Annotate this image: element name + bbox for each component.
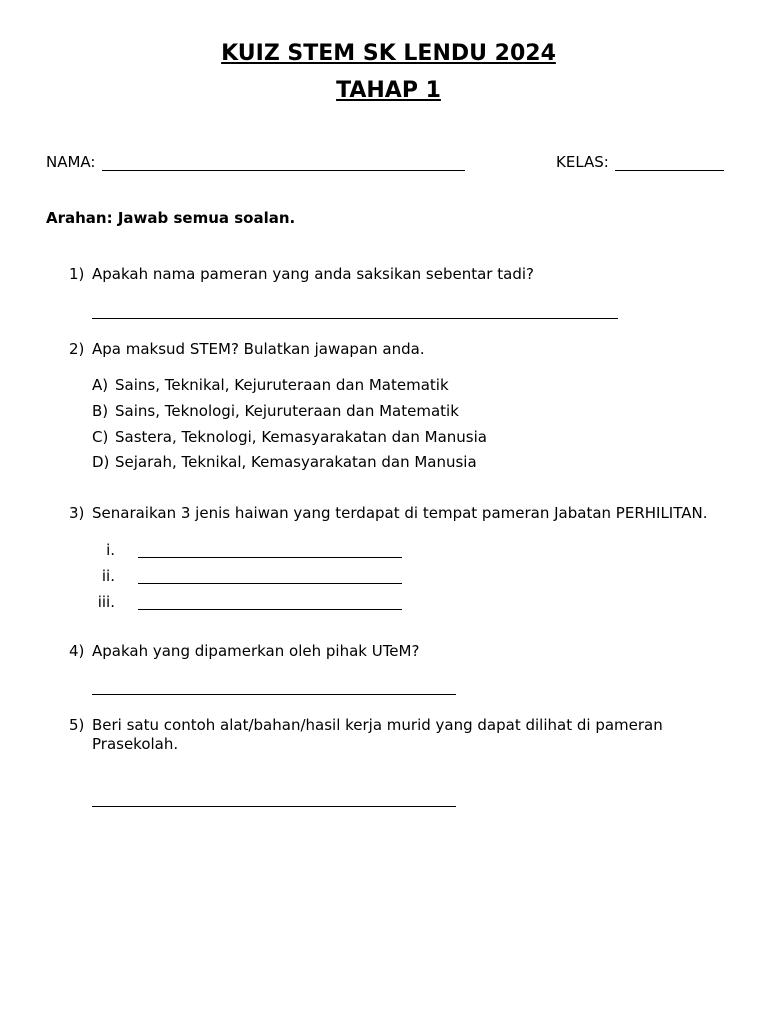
list-item-numeral: ii. [101, 567, 115, 585]
question-number: 5) [69, 716, 85, 734]
page-title: KUIZ STEM SK LENDU 2024 [221, 41, 556, 66]
name-label: NAMA: [46, 153, 96, 171]
question-text-line-1: Beri satu contoh alat/bahan/hasil kerja murid yang dapat dilihat di pameran [92, 716, 663, 734]
option-text: Sejarah, Teknikal, Kemasyarakatan dan Manusia [115, 453, 477, 471]
question-number: 3) [69, 504, 85, 522]
list-item-numeral: i. [106, 541, 115, 559]
answer-line[interactable] [138, 583, 402, 584]
question-number: 4) [69, 642, 85, 660]
question-text: Apa maksud STEM? Bulatkan jawapan anda. [92, 340, 425, 358]
question-text-line-2: Prasekolah. [92, 735, 179, 753]
class-answer-line[interactable] [615, 170, 724, 171]
page-subtitle: TAHAP 1 [336, 78, 441, 103]
answer-line[interactable] [138, 609, 402, 610]
option-letter: A) [92, 376, 109, 394]
class-label: KELAS: [556, 153, 609, 171]
name-answer-line[interactable] [102, 170, 465, 171]
answer-line[interactable] [92, 318, 618, 319]
option-letter: B) [92, 402, 109, 420]
instructions: Arahan: Jawab semua soalan. [46, 209, 296, 227]
question-text: Senaraikan 3 jenis haiwan yang terdapat di tempat pameran Jabatan PERHILITAN. [92, 504, 708, 522]
list-item-numeral: iii. [97, 593, 115, 611]
answer-line[interactable] [92, 694, 456, 695]
answer-line[interactable] [92, 806, 456, 807]
question-text: Apakah yang dipamerkan oleh pihak UTeM? [92, 642, 420, 660]
option-text: Sains, Teknikal, Kejuruteraan dan Matematik [115, 376, 449, 394]
option-letter: C) [92, 428, 109, 446]
option-text: Sastera, Teknologi, Kemasyarakatan dan Manusia [115, 428, 487, 446]
question-number: 2) [69, 340, 85, 358]
question-text: Apakah nama pameran yang anda saksikan sebentar tadi? [92, 265, 534, 283]
answer-line[interactable] [138, 557, 402, 558]
question-number: 1) [69, 265, 85, 283]
option-letter: D) [92, 453, 110, 471]
option-text: Sains, Teknologi, Kejuruteraan dan Matematik [115, 402, 459, 420]
